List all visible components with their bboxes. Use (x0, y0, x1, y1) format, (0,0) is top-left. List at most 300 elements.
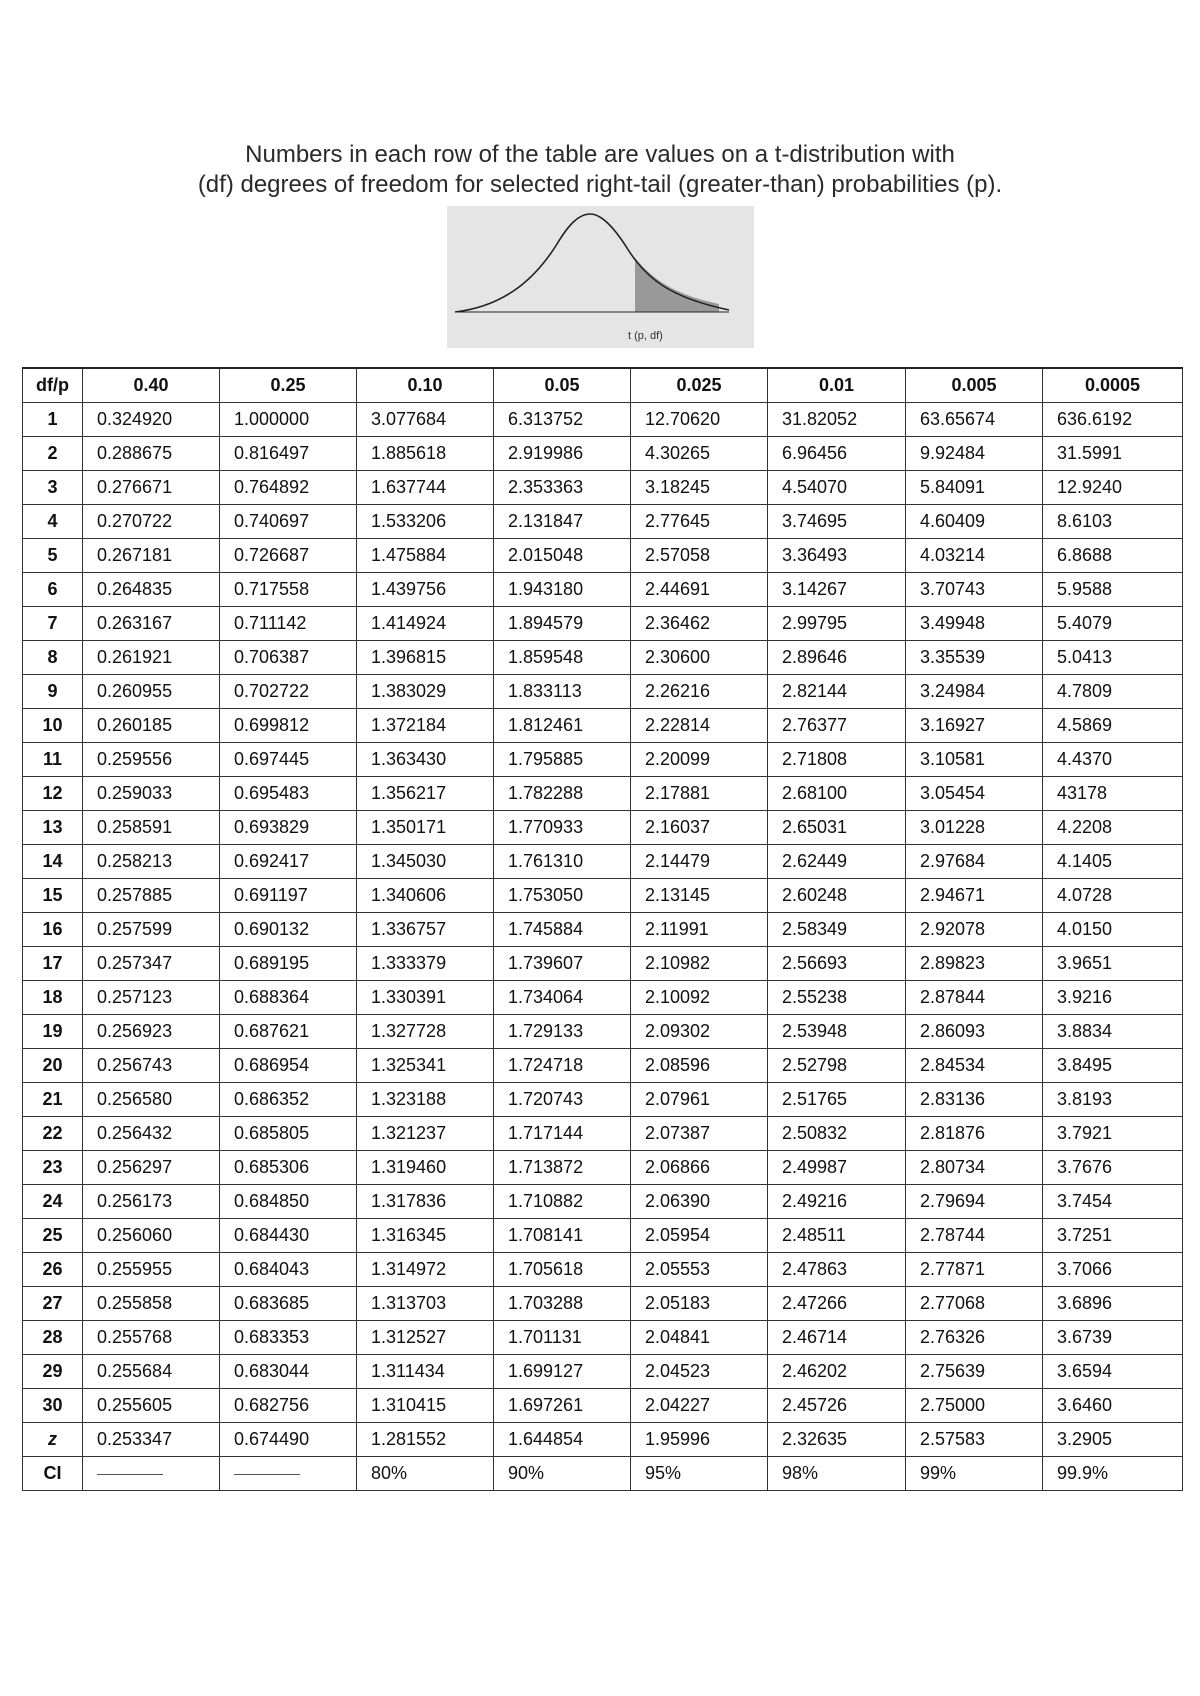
table-cell: 2.97684 (906, 845, 1043, 879)
table-cell: 1.396815 (357, 641, 494, 675)
table-cell: 2.77068 (906, 1287, 1043, 1321)
table-cell: 3.7066 (1043, 1253, 1183, 1287)
header-p-value: 0.05 (494, 368, 631, 403)
table-cell: 2.49216 (768, 1185, 906, 1219)
table-cell: 2.78744 (906, 1219, 1043, 1253)
table-cell: 0.687621 (220, 1015, 357, 1049)
table-cell: 1.729133 (494, 1015, 631, 1049)
table-cell: 0.697445 (220, 743, 357, 777)
table-cell: 2.04841 (631, 1321, 768, 1355)
table-cell: 0.253347 (83, 1423, 220, 1457)
table-cell: 2.52798 (768, 1049, 906, 1083)
dash-line (97, 1474, 163, 1475)
table-cell: 1.310415 (357, 1389, 494, 1423)
table-row (23, 913, 1183, 947)
row-header-df: 9 (23, 675, 83, 709)
table-cell: 1.708141 (494, 1219, 631, 1253)
table-cell: 2.62449 (768, 845, 906, 879)
table-cell: 0.682756 (220, 1389, 357, 1423)
table-cell: 2.08596 (631, 1049, 768, 1083)
table-cell: 6.8688 (1043, 539, 1183, 573)
table-row (23, 505, 1183, 539)
table-cell: 2.49987 (768, 1151, 906, 1185)
table-cell: 0.288675 (83, 437, 220, 471)
dash-line (234, 1474, 300, 1475)
table-cell: 1.356217 (357, 777, 494, 811)
table-caption (0, 140, 1200, 200)
table-cell: 0.260185 (83, 709, 220, 743)
table-cell: 0.683044 (220, 1355, 357, 1389)
table-cell: 0.255684 (83, 1355, 220, 1389)
table-cell: 0.726687 (220, 539, 357, 573)
table-row (23, 437, 1183, 471)
table-cell: 2.22814 (631, 709, 768, 743)
table-cell: 2.84534 (906, 1049, 1043, 1083)
table-cell: 2.71808 (768, 743, 906, 777)
table-row (23, 1117, 1183, 1151)
table-cell: 2.83136 (906, 1083, 1043, 1117)
table-cell: 1.321237 (357, 1117, 494, 1151)
table-row (23, 403, 1183, 437)
table-cell: 2.57058 (631, 539, 768, 573)
table-cell: 3.18245 (631, 471, 768, 505)
table-row (23, 641, 1183, 675)
table-cell: 1.699127 (494, 1355, 631, 1389)
table-cell: 1.713872 (494, 1151, 631, 1185)
table-cell: 1.637744 (357, 471, 494, 505)
table-cell: 31.5991 (1043, 437, 1183, 471)
caption-line-1: Numbers in each row of the table are values on a t-distribution with (245, 141, 955, 168)
table-cell: 3.6896 (1043, 1287, 1183, 1321)
table-cell: 2.68100 (768, 777, 906, 811)
table-cell: 3.16927 (906, 709, 1043, 743)
row-header-df: 22 (23, 1117, 83, 1151)
empty-dash-cell (220, 1457, 357, 1491)
table-cell: 1.770933 (494, 811, 631, 845)
table-cell: 3.6739 (1043, 1321, 1183, 1355)
table-cell: 0.256432 (83, 1117, 220, 1151)
table-cell: 98% (768, 1457, 906, 1491)
t-distribution-table (22, 367, 1183, 1491)
row-header-df: 16 (23, 913, 83, 947)
table-cell: 5.0413 (1043, 641, 1183, 675)
table-cell: 0.683353 (220, 1321, 357, 1355)
table-cell: 2.07961 (631, 1083, 768, 1117)
table-cell: 3.8495 (1043, 1049, 1183, 1083)
table-row (23, 1083, 1183, 1117)
table-cell: 2.76326 (906, 1321, 1043, 1355)
header-p-value: 0.005 (906, 368, 1043, 403)
table-cell: 3.14267 (768, 573, 906, 607)
table-cell: 2.10982 (631, 947, 768, 981)
row-header-df: 20 (23, 1049, 83, 1083)
table-cell: 1.644854 (494, 1423, 631, 1457)
row-header-df: 7 (23, 607, 83, 641)
table-cell: 2.26216 (631, 675, 768, 709)
table-cell: 5.9588 (1043, 573, 1183, 607)
table-cell: 3.8834 (1043, 1015, 1183, 1049)
table-cell: 0.693829 (220, 811, 357, 845)
row-header-df: 30 (23, 1389, 83, 1423)
table-cell: 90% (494, 1457, 631, 1491)
row-header-df: 28 (23, 1321, 83, 1355)
table-cell: 2.99795 (768, 607, 906, 641)
table-row (23, 539, 1183, 573)
table-row (23, 1423, 1183, 1457)
table-cell: 2.44691 (631, 573, 768, 607)
table-cell: 1.894579 (494, 607, 631, 641)
table-cell: 3.077684 (357, 403, 494, 437)
table-cell: 0.270722 (83, 505, 220, 539)
table-cell: 3.7454 (1043, 1185, 1183, 1219)
table-cell: 1.724718 (494, 1049, 631, 1083)
row-header-df: CI (23, 1457, 83, 1491)
t-distribution-curve-graphic (447, 206, 754, 348)
table-cell: 0.256173 (83, 1185, 220, 1219)
table-cell: 1.782288 (494, 777, 631, 811)
table-cell: 4.54070 (768, 471, 906, 505)
table-cell: 0.699812 (220, 709, 357, 743)
table-cell: 2.89823 (906, 947, 1043, 981)
table-cell: 0.816497 (220, 437, 357, 471)
table-row (23, 1389, 1183, 1423)
table-cell: 0.711142 (220, 607, 357, 641)
table-cell: 0.257885 (83, 879, 220, 913)
empty-dash-cell (83, 1457, 220, 1491)
table-cell: 2.353363 (494, 471, 631, 505)
table-row (23, 1457, 1183, 1491)
table-row (23, 1219, 1183, 1253)
table-cell: 4.30265 (631, 437, 768, 471)
table-cell: 1.313703 (357, 1287, 494, 1321)
table-cell: 0.686352 (220, 1083, 357, 1117)
table-cell: 4.03214 (906, 539, 1043, 573)
table-cell: 0.685306 (220, 1151, 357, 1185)
row-header-df: 11 (23, 743, 83, 777)
row-header-df: 23 (23, 1151, 83, 1185)
table-cell: 0.255858 (83, 1287, 220, 1321)
table-cell: 1.734064 (494, 981, 631, 1015)
table-cell: 1.414924 (357, 607, 494, 641)
table-cell: 4.60409 (906, 505, 1043, 539)
table-row (23, 1253, 1183, 1287)
table-cell: 0.261921 (83, 641, 220, 675)
table-cell: 2.16037 (631, 811, 768, 845)
table-cell: 1.333379 (357, 947, 494, 981)
table-cell: 1.316345 (357, 1219, 494, 1253)
table-cell: 0.257123 (83, 981, 220, 1015)
row-header-df: 8 (23, 641, 83, 675)
table-row (23, 1287, 1183, 1321)
table-cell: 2.919986 (494, 437, 631, 471)
table-cell: 2.06866 (631, 1151, 768, 1185)
table-cell: 1.701131 (494, 1321, 631, 1355)
table-cell: 2.60248 (768, 879, 906, 913)
table-cell: 1.885618 (357, 437, 494, 471)
table-cell: 1.705618 (494, 1253, 631, 1287)
table-row (23, 981, 1183, 1015)
table-cell: 0.256743 (83, 1049, 220, 1083)
table-cell: 2.82144 (768, 675, 906, 709)
table-cell: 1.795885 (494, 743, 631, 777)
header-p-value: 0.025 (631, 368, 768, 403)
table-cell: 2.04227 (631, 1389, 768, 1423)
table-cell: 2.05954 (631, 1219, 768, 1253)
table-row (23, 1015, 1183, 1049)
table-cell: 4.0728 (1043, 879, 1183, 913)
table-cell: 5.4079 (1043, 607, 1183, 641)
table-cell: 0.684850 (220, 1185, 357, 1219)
table-cell: 0.686954 (220, 1049, 357, 1083)
table-cell: 0.257599 (83, 913, 220, 947)
header-p-value: 0.10 (357, 368, 494, 403)
table-row (23, 1049, 1183, 1083)
row-header-df: 15 (23, 879, 83, 913)
table-row (23, 811, 1183, 845)
table-row (23, 1151, 1183, 1185)
table-cell: 0.740697 (220, 505, 357, 539)
table-row (23, 777, 1183, 811)
header-p-value: 0.01 (768, 368, 906, 403)
table-cell: 2.79694 (906, 1185, 1043, 1219)
table-cell: 0.688364 (220, 981, 357, 1015)
table-cell: 3.6460 (1043, 1389, 1183, 1423)
table-cell: 0.255768 (83, 1321, 220, 1355)
table-cell: 0.256580 (83, 1083, 220, 1117)
table-cell: 9.92484 (906, 437, 1043, 471)
table-cell: 1.859548 (494, 641, 631, 675)
row-header-df: 1 (23, 403, 83, 437)
table-cell: 2.50832 (768, 1117, 906, 1151)
table-cell: 1.363430 (357, 743, 494, 777)
table-cell: 2.07387 (631, 1117, 768, 1151)
table-cell: 0.267181 (83, 539, 220, 573)
table-cell: 1.336757 (357, 913, 494, 947)
row-header-df: 5 (23, 539, 83, 573)
table-cell: 0.255605 (83, 1389, 220, 1423)
table-cell: 2.55238 (768, 981, 906, 1015)
table-row (23, 573, 1183, 607)
table-cell: 0.256923 (83, 1015, 220, 1049)
row-header-df: z (23, 1423, 83, 1457)
table-cell: 0.706387 (220, 641, 357, 675)
table-cell: 0.263167 (83, 607, 220, 641)
row-header-df: 12 (23, 777, 83, 811)
table-cell: 5.84091 (906, 471, 1043, 505)
table-cell: 0.260955 (83, 675, 220, 709)
table-cell: 1.000000 (220, 403, 357, 437)
table-body (23, 403, 1183, 1491)
table-cell: 0.684043 (220, 1253, 357, 1287)
row-header-df: 2 (23, 437, 83, 471)
table-cell: 1.745884 (494, 913, 631, 947)
table-cell: 0.685805 (220, 1117, 357, 1151)
table-cell: 3.05454 (906, 777, 1043, 811)
table-cell: 1.327728 (357, 1015, 494, 1049)
table-cell: 1.475884 (357, 539, 494, 573)
table-row (23, 845, 1183, 879)
critical-value-label: t (p, df) (628, 330, 663, 342)
table-cell: 2.77645 (631, 505, 768, 539)
table-cell: 99.9% (1043, 1457, 1183, 1491)
table-cell: 2.36462 (631, 607, 768, 641)
table-cell: 1.710882 (494, 1185, 631, 1219)
row-header-df: 24 (23, 1185, 83, 1219)
table-cell: 0.259033 (83, 777, 220, 811)
table-cell: 3.36493 (768, 539, 906, 573)
table-cell: 1.350171 (357, 811, 494, 845)
table-cell: 2.87844 (906, 981, 1043, 1015)
table-cell: 1.812461 (494, 709, 631, 743)
caption-line-2: (df) degrees of freedom for selected right-tail (greater-than) probabilities (p). (197, 171, 1003, 198)
table-cell: 4.0150 (1043, 913, 1183, 947)
table-cell: 4.4370 (1043, 743, 1183, 777)
row-header-df: 17 (23, 947, 83, 981)
table-cell: 2.46202 (768, 1355, 906, 1389)
table-row (23, 743, 1183, 777)
table-cell: 0.691197 (220, 879, 357, 913)
table-cell: 3.10581 (906, 743, 1043, 777)
table-cell: 3.7251 (1043, 1219, 1183, 1253)
table-cell: 2.77871 (906, 1253, 1043, 1287)
header-p-value: 0.40 (83, 368, 220, 403)
table-cell: 2.86093 (906, 1015, 1043, 1049)
table-cell: 2.11991 (631, 913, 768, 947)
table-cell: 2.89646 (768, 641, 906, 675)
table-cell: 2.05183 (631, 1287, 768, 1321)
table-cell: 0.259556 (83, 743, 220, 777)
table-cell: 3.35539 (906, 641, 1043, 675)
table-cell: 0.256060 (83, 1219, 220, 1253)
row-header-df: 29 (23, 1355, 83, 1389)
table-cell: 3.2905 (1043, 1423, 1183, 1457)
table-row (23, 1185, 1183, 1219)
table-cell: 6.313752 (494, 403, 631, 437)
table-cell: 0.256297 (83, 1151, 220, 1185)
table-cell: 3.70743 (906, 573, 1043, 607)
table-cell: 2.015048 (494, 539, 631, 573)
table-cell: 1.533206 (357, 505, 494, 539)
table-cell: 1.281552 (357, 1423, 494, 1457)
table-cell: 0.264835 (83, 573, 220, 607)
table-cell: 2.51765 (768, 1083, 906, 1117)
table-cell: 0.324920 (83, 403, 220, 437)
table-cell: 1.383029 (357, 675, 494, 709)
table-cell: 2.47266 (768, 1287, 906, 1321)
table-cell: 4.7809 (1043, 675, 1183, 709)
table-cell: 2.32635 (768, 1423, 906, 1457)
row-header-df: 6 (23, 573, 83, 607)
table-cell: 99% (906, 1457, 1043, 1491)
table-cell: 2.45726 (768, 1389, 906, 1423)
table-cell: 80% (357, 1457, 494, 1491)
table-cell: 3.24984 (906, 675, 1043, 709)
table-row (23, 471, 1183, 505)
table-cell: 1.720743 (494, 1083, 631, 1117)
table-cell: 1.697261 (494, 1389, 631, 1423)
table-cell: 2.65031 (768, 811, 906, 845)
table-cell: 3.49948 (906, 607, 1043, 641)
table-cell: 0.257347 (83, 947, 220, 981)
table-cell: 31.82052 (768, 403, 906, 437)
table-cell: 0.683685 (220, 1287, 357, 1321)
table-cell: 0.258591 (83, 811, 220, 845)
table-cell: 2.81876 (906, 1117, 1043, 1151)
table-cell: 1.319460 (357, 1151, 494, 1185)
table-cell: 1.833113 (494, 675, 631, 709)
table-cell: 2.56693 (768, 947, 906, 981)
table-cell: 12.70620 (631, 403, 768, 437)
table-cell: 2.04523 (631, 1355, 768, 1389)
row-header-df: 13 (23, 811, 83, 845)
table-cell: 1.739607 (494, 947, 631, 981)
table-row (23, 947, 1183, 981)
table-cell: 1.317836 (357, 1185, 494, 1219)
table-cell: 3.6594 (1043, 1355, 1183, 1389)
header-df-p: df/p (23, 368, 83, 403)
table-cell: 2.75000 (906, 1389, 1043, 1423)
table-cell: 2.14479 (631, 845, 768, 879)
table-cell: 1.703288 (494, 1287, 631, 1321)
table-cell: 1.761310 (494, 845, 631, 879)
table-cell: 1.943180 (494, 573, 631, 607)
table-cell: 4.1405 (1043, 845, 1183, 879)
t-distribution-figure (447, 206, 754, 348)
table-row (23, 675, 1183, 709)
table-row (23, 1321, 1183, 1355)
row-header-df: 3 (23, 471, 83, 505)
table-cell: 2.57583 (906, 1423, 1043, 1457)
table-cell: 1.323188 (357, 1083, 494, 1117)
row-header-df: 21 (23, 1083, 83, 1117)
header-row (23, 368, 1183, 403)
table-cell: 0.255955 (83, 1253, 220, 1287)
table-cell: 2.17881 (631, 777, 768, 811)
table-row (23, 1355, 1183, 1389)
table-cell: 3.7921 (1043, 1117, 1183, 1151)
row-header-df: 25 (23, 1219, 83, 1253)
table-row (23, 879, 1183, 913)
row-header-df: 27 (23, 1287, 83, 1321)
header-p-value: 0.0005 (1043, 368, 1183, 403)
table-cell: 2.53948 (768, 1015, 906, 1049)
table-cell: 2.94671 (906, 879, 1043, 913)
row-header-df: 18 (23, 981, 83, 1015)
table-cell: 6.96456 (768, 437, 906, 471)
table-cell: 2.131847 (494, 505, 631, 539)
table-cell: 1.345030 (357, 845, 494, 879)
table-cell: 3.9216 (1043, 981, 1183, 1015)
table-cell: 43178 (1043, 777, 1183, 811)
row-header-df: 4 (23, 505, 83, 539)
row-header-df: 26 (23, 1253, 83, 1287)
table-cell: 3.8193 (1043, 1083, 1183, 1117)
table-cell: 0.692417 (220, 845, 357, 879)
table-cell: 8.6103 (1043, 505, 1183, 539)
table-row (23, 709, 1183, 743)
table-cell: 0.702722 (220, 675, 357, 709)
row-header-df: 19 (23, 1015, 83, 1049)
table-cell: 2.20099 (631, 743, 768, 777)
table-cell: 2.46714 (768, 1321, 906, 1355)
header-p-value: 0.25 (220, 368, 357, 403)
table-cell: 4.2208 (1043, 811, 1183, 845)
table-cell: 1.95996 (631, 1423, 768, 1457)
table-cell: 0.690132 (220, 913, 357, 947)
table-cell: 2.09302 (631, 1015, 768, 1049)
table-cell: 3.7676 (1043, 1151, 1183, 1185)
table-cell: 1.439756 (357, 573, 494, 607)
